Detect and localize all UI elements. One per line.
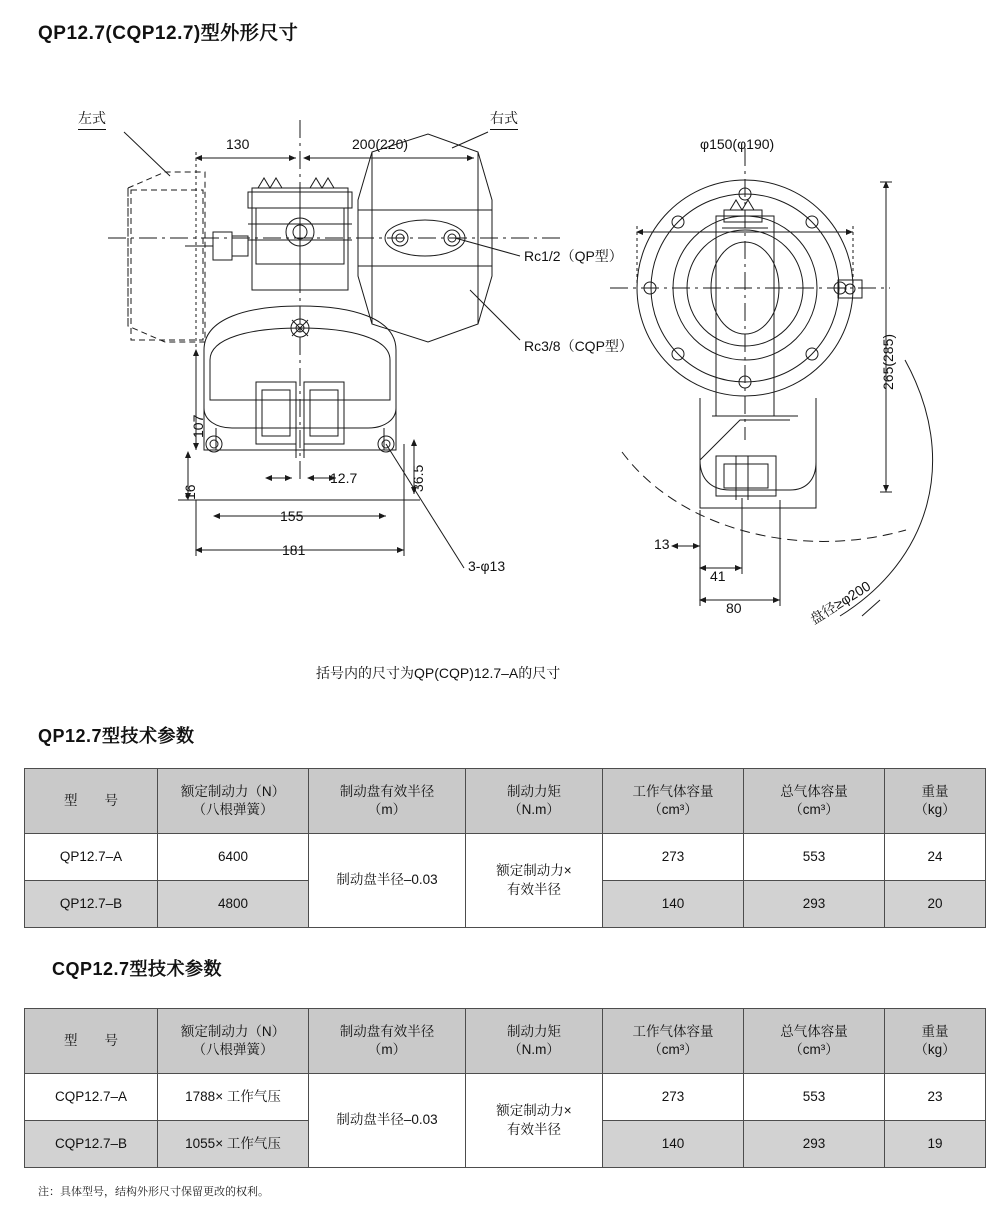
disc-diameter-note: 盘径≥φ200 (807, 577, 874, 628)
header-rated-force: 额定制动力（N） （八根弹簧） (158, 1009, 309, 1074)
header-model: 型 号 (25, 1009, 158, 1074)
cell-weight: 20 (885, 881, 986, 928)
header-braking-torque: 制动力矩 （N.m） (466, 769, 603, 834)
dim-181: 181 (282, 542, 306, 558)
callout-3-phi13: 3-φ13 (468, 558, 506, 574)
cqp-spec-table (24, 1008, 986, 1168)
cell-effective-radius: 制动盘半径–0.03 (309, 1074, 466, 1168)
qp-spec-table (24, 768, 986, 928)
qp-section-title: QP12.7型技术参数 (38, 726, 195, 746)
cell-rated-force: 1055× 工作气压 (158, 1121, 309, 1168)
footer-note: 注：具体型号，结构外形尺寸保留更改的权利。 (38, 1186, 269, 1198)
cell-rated-force: 4800 (158, 881, 309, 928)
cell-model: CQP12.7–B (25, 1121, 158, 1168)
cell-model: CQP12.7–A (25, 1074, 158, 1121)
dim-36-5: 36.5 (410, 464, 426, 492)
callout-rc38: Rc3/8（CQP型） (524, 338, 633, 354)
cell-weight: 19 (885, 1121, 986, 1168)
header-model: 型 号 (25, 769, 158, 834)
cell-working-gas-volume: 140 (603, 1121, 744, 1168)
cell-effective-radius: 制动盘半径–0.03 (309, 834, 466, 928)
cell-working-gas-volume: 140 (603, 881, 744, 928)
cell-rated-force: 1788× 工作气压 (158, 1074, 309, 1121)
header-effective-radius: 制动盘有效半径 （m） (309, 1009, 466, 1074)
table-header-row (25, 769, 986, 834)
cell-rated-force: 6400 (158, 834, 309, 881)
dim-80: 80 (726, 600, 742, 616)
dim-13: 13 (654, 536, 670, 552)
dim-155: 155 (280, 508, 304, 524)
header-total-gas-volume: 总气体容量 （cm³） (744, 1009, 885, 1074)
header-rated-force: 额定制动力（N） （八根弹簧） (158, 769, 309, 834)
header-weight: 重量 （kg） (885, 769, 986, 834)
dim-265: 265(285) (880, 333, 896, 390)
callout-rc12: Rc1/2（QP型） (524, 248, 623, 264)
dim-16: 16 (182, 484, 198, 500)
table-header-row (25, 1009, 986, 1074)
cell-model: QP12.7–B (25, 881, 158, 928)
cell-total-gas-volume: 553 (744, 834, 885, 881)
dim-phi150: φ150(φ190) (700, 136, 775, 152)
cell-model: QP12.7–A (25, 834, 158, 881)
dim-200: 200(220) (352, 136, 409, 152)
header-working-gas-volume: 工作气体容量 （cm³） (603, 769, 744, 834)
drawing-caption: 括号内的尺寸为QP(CQP)12.7–A的尺寸 (316, 665, 561, 681)
cell-total-gas-volume: 293 (744, 881, 885, 928)
cell-braking-torque: 额定制动力× 有效半径 (466, 834, 603, 928)
table-row (25, 1074, 986, 1121)
cqp-section-title: CQP12.7型技术参数 (52, 959, 223, 979)
cell-total-gas-volume: 553 (744, 1074, 885, 1121)
cell-weight: 23 (885, 1074, 986, 1121)
page-title: QP12.7(CQP12.7)型外形尺寸 (38, 23, 299, 44)
dim-41: 41 (710, 568, 726, 584)
cell-braking-torque: 额定制动力× 有效半径 (466, 1074, 603, 1168)
cell-working-gas-volume: 273 (603, 834, 744, 881)
cell-total-gas-volume: 293 (744, 1121, 885, 1168)
header-total-gas-volume: 总气体容量 （cm³） (744, 769, 885, 834)
dim-130: 130 (226, 136, 250, 152)
dim-12-7: 12.7 (330, 470, 358, 486)
cell-weight: 24 (885, 834, 986, 881)
header-weight: 重量 （kg） (885, 1009, 986, 1074)
header-working-gas-volume: 工作气体容量 （cm³） (603, 1009, 744, 1074)
table-row (25, 834, 986, 881)
header-effective-radius: 制动盘有效半径 （m） (309, 769, 466, 834)
label-right-type: 右式 (490, 108, 518, 130)
technical-drawing (0, 60, 1006, 690)
dim-107: 107 (190, 414, 206, 438)
cell-working-gas-volume: 273 (603, 1074, 744, 1121)
header-braking-torque: 制动力矩 （N.m） (466, 1009, 603, 1074)
label-left-type: 左式 (78, 108, 106, 130)
